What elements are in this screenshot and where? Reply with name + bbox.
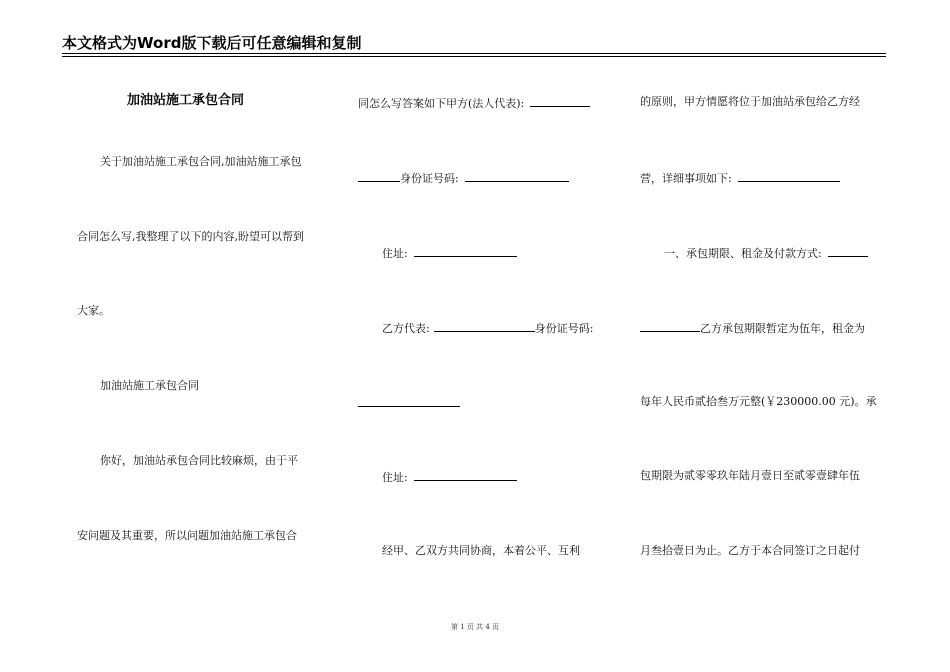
details-label: 营，详细事项如下: [640, 172, 732, 185]
col3-line-1: 的原则，甲方情愿将位于加油站承包给乙方经 [640, 95, 860, 108]
section-1-heading: 一、承包期限、租金及付款方式: [664, 247, 822, 260]
col2-line-5 [358, 395, 460, 411]
term-text: 乙方承包期限暂定为伍年，租金为 [700, 322, 865, 335]
col1-line-5: 你好，加油站承包合同比较麻烦，由于平 [100, 454, 298, 467]
col3-line-3 [664, 245, 868, 261]
col2-line-4 [382, 320, 593, 336]
col1-line-3: 大家。 [77, 304, 110, 317]
col1-line-2: 合同怎么写,我整理了以下的内容,盼望可以帮到 [77, 230, 304, 243]
col3-line-6: 包期限为贰零零玖年陆月壹日至贰零壹肆年伍 [640, 469, 860, 482]
blank-line [414, 245, 517, 257]
id-number-label-a: 身份证号码: [400, 172, 459, 185]
col3-line-5: 每年人民币贰拾叁万元整(￥230000.00 元)。承 [640, 395, 877, 408]
id-number-label-b: 身份证号码: [534, 322, 594, 335]
col3-line-7: 月叁拾壹日为止。乙方于本合同签订之日起付 [640, 544, 860, 557]
col1-line-4: 加油站施工承包合同 [100, 379, 199, 392]
header-rule-thin [62, 56, 886, 57]
col2-line-6 [382, 469, 517, 485]
party-b-label: 乙方代表: [382, 322, 430, 335]
blank-line [530, 95, 590, 107]
blank-line [828, 245, 868, 257]
header-rule-thick [62, 53, 886, 54]
blank-line [414, 469, 517, 481]
blank-line [465, 170, 569, 182]
address-label-a: 住址: [382, 247, 408, 260]
col2-line-7: 经甲、乙双方共同协商，本着公平、互利 [382, 544, 580, 557]
blank-line [358, 170, 400, 182]
col3-line-4 [640, 320, 865, 336]
address-label-b: 住址: [382, 471, 408, 484]
col1-line-6: 安问题及其重要，所以问题加油站施工承包合 [77, 529, 297, 542]
page-header: 本文格式为Word版下载后可任意编辑和复制 [62, 34, 362, 52]
blank-line [640, 320, 700, 332]
document-title: 加油站施工承包合同 [127, 93, 245, 108]
page-number: 第 1 页 共 4 页 [450, 623, 500, 631]
col1-line-1: 关于加油站施工承包合同,加油站施工承包 [100, 155, 302, 168]
blank-line [358, 395, 460, 407]
col2-line-3 [382, 245, 517, 261]
party-a-label: 同怎么写答案如下甲方(法人代表): [358, 97, 525, 110]
blank-line [434, 320, 535, 332]
col2-line-2 [358, 170, 569, 186]
col3-line-2 [640, 170, 840, 186]
blank-line [738, 170, 840, 182]
col2-line-1 [358, 95, 590, 111]
